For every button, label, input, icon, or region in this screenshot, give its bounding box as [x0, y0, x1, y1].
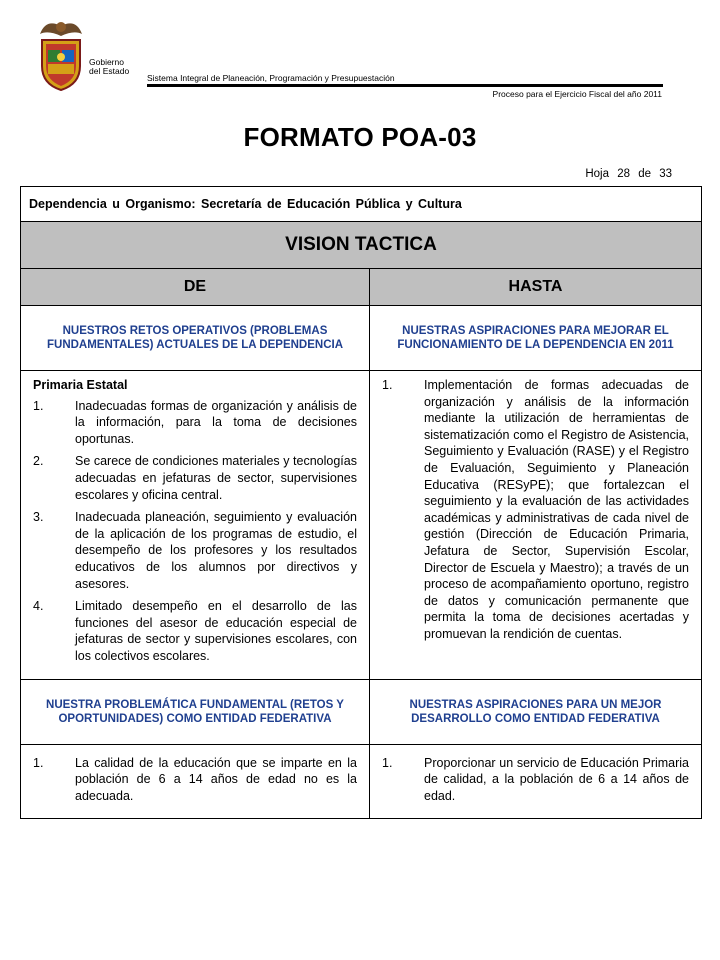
subheading-aspiraciones-entidad: NUESTRAS ASPIRACIONES PARA UN MEJOR DESARROLLO COMO ENTIDAD FEDERATIVA — [370, 679, 702, 744]
item-number: 1. — [382, 755, 393, 770]
item-text: Se carece de condiciones materiales y tecnologías adecuadas en jefaturas de sector, supervisiones escolares y oficina central. — [75, 454, 357, 502]
list-item — [382, 755, 689, 805]
item-text: La calidad de la educación que se imparte en la población de 6 a 14 años de edad no es la adecuada. — [75, 755, 357, 803]
content-row-2 — [21, 744, 702, 819]
aspiraciones-entidad-list — [382, 755, 689, 805]
subheading-row-2 — [21, 679, 702, 744]
section-title: Primaria Estatal — [33, 378, 128, 392]
item-text: Proporcionar un servicio de Educación Primaria de calidad, a la población de 6 a 14 años de edad. — [424, 755, 690, 803]
list-item — [33, 755, 357, 805]
retos-list — [33, 398, 357, 665]
list-item — [33, 598, 357, 664]
gobierno-label — [89, 58, 129, 76]
page-indicator — [585, 168, 672, 180]
dependencia-row — [21, 187, 702, 222]
item-text: Inadecuada planeación, seguimiento y evaluación de la aplicación de los programas de estudio, el desempeño de los profesores y los resultados educativos de los alumnos por directivos y asesores. — [75, 510, 357, 591]
item-number: 1. — [33, 755, 44, 770]
list-item — [33, 509, 357, 592]
process-label: Proceso para el Ejercicio Fiscal del año 2011 — [492, 89, 662, 99]
page-sep: de — [638, 168, 651, 180]
content-row-1 — [21, 371, 702, 680]
page-label: Hoja — [585, 168, 609, 180]
dependencia-cell: Dependencia u Organismo: Secretaría de Educación Pública y Cultura — [21, 187, 702, 222]
document-header — [0, 0, 720, 110]
system-name: Sistema Integral de Planeación, Programación y Presupuestación — [147, 73, 395, 83]
vision-heading: VISION TACTICA — [21, 222, 702, 269]
list-item — [382, 377, 689, 643]
page-title: FORMATO POA-03 — [243, 122, 477, 152]
subheading-retos: NUESTROS RETOS OPERATIVOS (PROBLEMAS FUNDAMENTALES) ACTUALES DE LA DEPENDENCIA — [21, 306, 370, 371]
columns-header-row — [21, 269, 702, 306]
aspiraciones-entidad-cell — [370, 744, 702, 819]
item-text: Inadecuadas formas de organización y análisis de la información, para la toma de decisiones oportunas. — [75, 398, 357, 446]
page-current: 28 — [617, 168, 630, 180]
item-number: 4. — [33, 599, 44, 614]
item-number: 3. — [33, 510, 44, 525]
header-divider — [147, 84, 663, 87]
page-total: 33 — [659, 168, 672, 180]
retos-cell — [21, 371, 370, 680]
item-number: 1. — [382, 378, 393, 392]
aspiraciones-list — [382, 377, 689, 643]
item-text: Implementación de formas adecuadas de organización y análisis de la información mediante la utilización de herramientas de sistematización como el Registro de Asistencia, Seguimiento y Evaluación (RASE) y el Registro de Evaluación, Seguimiento y Planeación Educativa (RESyPE); que fortalezcan el seguimiento y la evaluación de las actividades académicas y administrativas de cada nivel de gestión (Dirección de Educación Primaria, Jefatura de Sector, Supervisión Escolar, Director de Escuela y Maestro); a través de un proceso de acompañamiento oportuno, registro de datos y comunicación permanente que permita la toma de decisiones acertadas y promuevan la rendición de cuentas. — [424, 378, 690, 641]
gobierno-line-1: Gobierno — [89, 57, 124, 67]
state-seal-icon — [36, 16, 86, 92]
col-hasta-header: HASTA — [370, 269, 702, 306]
problematica-list — [33, 755, 357, 805]
subheading-problematica: NUESTRA PROBLEMÁTICA FUNDAMENTAL (RETOS Y OPORTUNIDADES) COMO ENTIDAD FEDERATIVA — [21, 679, 370, 744]
list-item — [33, 398, 357, 448]
item-number: 1. — [33, 398, 44, 413]
poa-table — [20, 186, 702, 819]
col-de-header: DE — [21, 269, 370, 306]
problematica-cell — [21, 744, 370, 819]
item-number: 2. — [33, 454, 44, 469]
aspiraciones-cell — [370, 371, 702, 680]
item-text: Limitado desempeño en el desarrollo de las funciones del asesor de educación especial de jefaturas de sector y supervisiones escolares, con los colectivos escolares. — [75, 599, 357, 663]
list-item — [33, 453, 357, 503]
subheading-row-1 — [21, 306, 702, 371]
gobierno-line-2: del Estado — [89, 66, 130, 76]
subheading-aspiraciones: NUESTRAS ASPIRACIONES PARA MEJORAR EL FUNCIONAMIENTO DE LA DEPENDENCIA EN 2011 — [370, 306, 702, 371]
vision-row — [21, 222, 702, 269]
